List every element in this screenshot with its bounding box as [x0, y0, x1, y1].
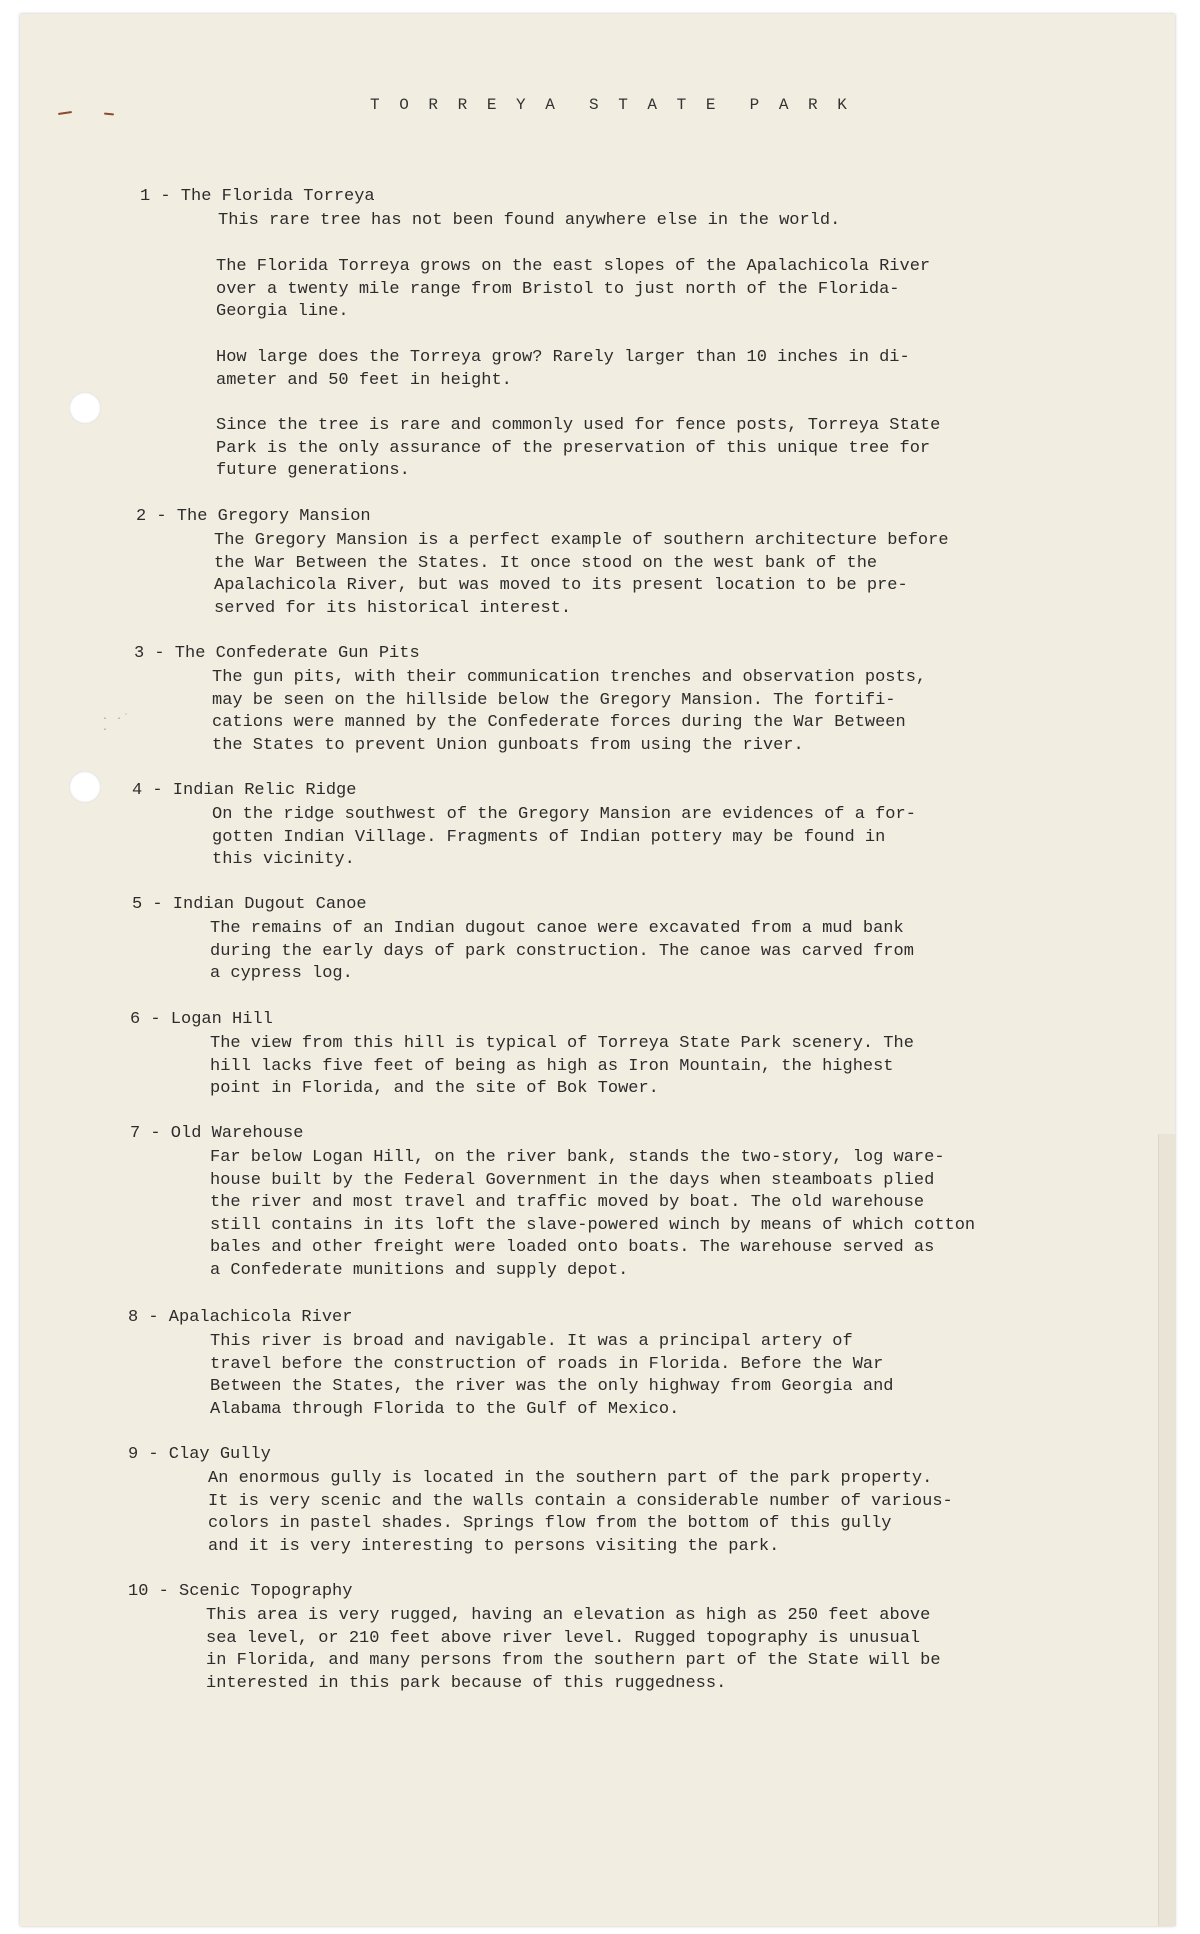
entry-paragraph: An enormous gully is located in the southern part of the park property. It is very scenic and the walls contain a considerable number of various- colors in pastel shades. Springs flow from the bottom of this gully and it is very interesting to persons visiting the park.: [208, 1469, 953, 1556]
entry-heading: 9 - Clay Gully: [128, 1445, 271, 1464]
entry-heading: 5 - Indian Dugout Canoe: [132, 895, 367, 914]
entry-heading: 7 - Old Warehouse: [130, 1124, 304, 1143]
entry-paragraph: On the ridge southwest of the Gregory Mansion are evidences of a for- gotten Indian Village. Fragments of Indian pottery may be found in this vicinity.: [212, 805, 916, 869]
entry-paragraph: This rare tree has not been found anywhere else in the world.: [218, 211, 841, 230]
entry-heading: 4 - Indian Relic Ridge: [132, 781, 357, 800]
entry-heading: 1 - The Florida Torreya: [140, 187, 375, 206]
entry-paragraph: The Florida Torreya grows on the east slopes of the Apalachicola River over a twenty mile range from Bristol to just north of the Florida- Georgia line.: [216, 257, 931, 321]
pin-holes: · ·˙ ·: [102, 714, 131, 736]
entry-heading: 8 - Apalachicola River: [128, 1308, 353, 1327]
entry-paragraph: This river is broad and navigable. It was a principal artery of travel before the construction of roads in Florida. Before the War Between the States, the river was the only highway from Georgia and Alabama through Florida to the Gulf of Mexico.: [210, 1332, 894, 1419]
entry-paragraph: The Gregory Mansion is a perfect example of southern architecture before the War Between the States. It once stood on the west bank of the Apalachicola River, but was moved to its present location to be pre- served for its historical interest.: [214, 531, 949, 618]
document-title: T O R R E Y A S T A T E P A R K: [370, 96, 852, 114]
entry-heading: 6 - Logan Hill: [130, 1010, 273, 1029]
entry-heading: 10 - Scenic Topography: [128, 1582, 353, 1601]
entry-paragraph: Far below Logan Hill, on the river bank, stands the two-story, log ware- house built by the Federal Government in the days when steamboats plied the river and most travel and traffic moved by boat. The old warehouse still contains in its loft the slave-powered winch by means of which cotton bales and other freight were loaded onto boats. The warehouse served as a Confederate munitions and supply depot.: [210, 1148, 976, 1280]
entry-paragraph: Since the tree is rare and commonly used for fence posts, Torreya State Park is the only assurance of the preservation of this unique tree for future generations.: [216, 416, 941, 480]
entry-paragraph: The remains of an Indian dugout canoe were excavated from a mud bank during the early days of park construction. The canoe was carved from a cypress log.: [210, 919, 914, 983]
entry-paragraph: The gun pits, with their communication trenches and observation posts, may be seen on the hillside below the Gregory Mansion. The fortifi- cations were manned by the Confederate forces during the War Between the States to prevent Union gunboats from using the river.: [212, 668, 927, 755]
entry-heading: 3 - The Confederate Gun Pits: [134, 644, 420, 663]
entry-paragraph: How large does the Torreya grow? Rarely larger than 10 inches in di- ameter and 50 feet in height.: [216, 348, 910, 390]
entry-paragraph: The view from this hill is typical of Torreya State Park scenery. The hill lacks five feet of being as high as Iron Mountain, the highest point in Florida, and the site of Bok Tower.: [210, 1034, 914, 1098]
entry-paragraph: This area is very rugged, having an elevation as high as 250 feet above sea level, or 210 feet above river level. Rugged topography is unusual in Florida, and many persons from the southern part of the State will be interested in this park because of this ruggedness.: [206, 1606, 941, 1693]
entry-heading: 2 - The Gregory Mansion: [136, 507, 371, 526]
